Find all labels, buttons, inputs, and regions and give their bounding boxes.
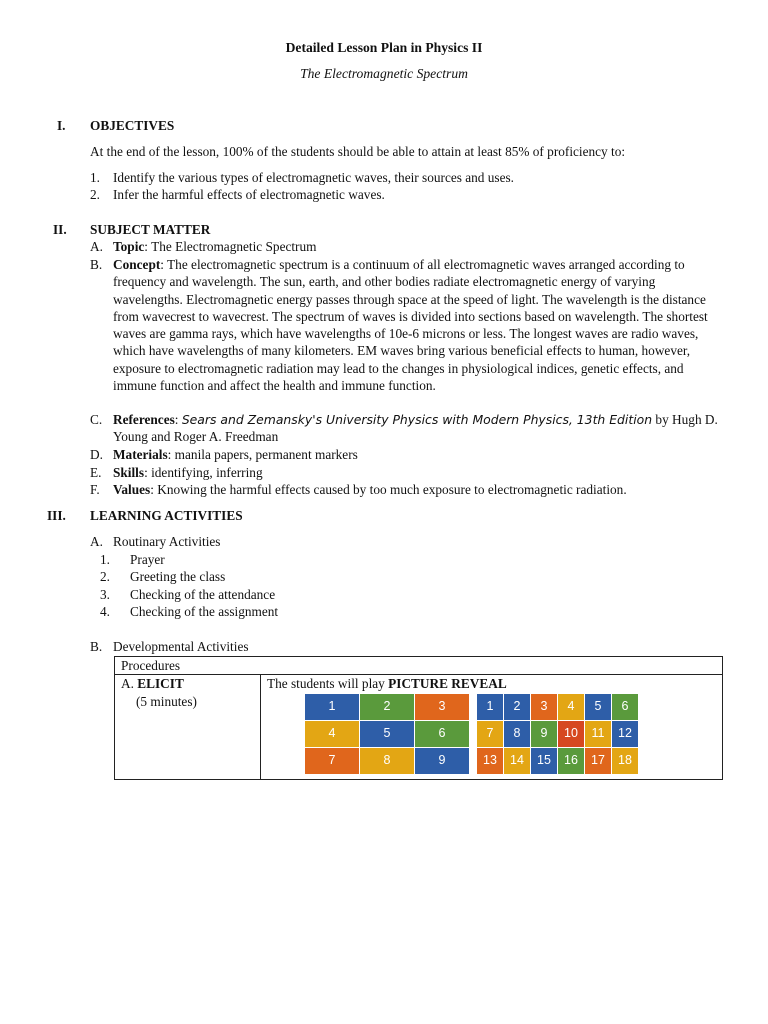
subject-concept (90, 256, 730, 394)
table-header-cell: Procedures (115, 657, 723, 675)
values-label: Values (113, 482, 151, 497)
reference-authors: by Hugh D. Young and Roger A. Freedman (113, 412, 718, 445)
topic-text: : The Electromagnetic Spectrum (144, 239, 317, 254)
list-text: Identify the various types of electromagnetic waves, their sources and uses. (113, 170, 514, 185)
elicit-cell (115, 675, 261, 780)
reveal-tile[interactable]: 7 (305, 748, 359, 774)
subject-materials (90, 446, 730, 463)
reveal-tile[interactable]: 16 (558, 748, 584, 774)
reveal-tile[interactable]: 7 (477, 721, 503, 747)
list-marker: A. (90, 239, 103, 254)
list-text: Greeting the class (130, 569, 226, 584)
references-label: References (113, 412, 175, 427)
materials-text: : manila papers, permanent markers (167, 447, 358, 462)
section-numeral-objectives: I. (57, 118, 66, 133)
reveal-tile[interactable]: 13 (477, 748, 503, 774)
objective-item (90, 186, 730, 203)
table-header-row (115, 657, 723, 675)
reveal-tile[interactable]: 1 (305, 694, 359, 720)
list-text: Checking of the attendance (130, 587, 276, 602)
section-heading-objectives: OBJECTIVES (90, 118, 175, 133)
reveal-tile[interactable]: 15 (531, 748, 557, 774)
section-heading-learning-activities: LEARNING ACTIVITIES (90, 508, 243, 523)
reveal-tile[interactable]: 14 (504, 748, 530, 774)
reveal-tile[interactable]: 6 (612, 694, 638, 720)
list-marker: 1. (100, 552, 110, 567)
values-text: : Knowing the harmful effects caused by too much exposure to electromagnetic radiation. (150, 482, 627, 497)
section-numeral-learning-activities: III. (47, 508, 66, 523)
list-marker: 2. (90, 187, 100, 202)
list-marker: A. (90, 534, 103, 549)
objectives-intro: At the end of the lesson, 100% of the students should be able to attain at least 85% of proficiency to: (90, 144, 626, 159)
reveal-tile[interactable]: 3 (415, 694, 469, 720)
list-marker: 4. (100, 604, 110, 619)
subject-skills (90, 464, 730, 481)
list-marker: D. (90, 447, 103, 462)
subject-references (90, 411, 730, 446)
objective-item (90, 169, 730, 186)
reveal-tile[interactable]: 8 (504, 721, 530, 747)
reveal-tile[interactable]: 9 (531, 721, 557, 747)
list-text: Checking of the assignment (130, 604, 279, 619)
reveal-tile[interactable]: 4 (558, 694, 584, 720)
reveal-tile[interactable]: 6 (415, 721, 469, 747)
skills-text: : identifying, inferring (144, 465, 263, 480)
list-marker: E. (90, 465, 102, 480)
routinary-activities-heading (90, 533, 730, 550)
developmental-activities-heading (90, 638, 730, 655)
list-text: Prayer (130, 552, 165, 567)
list-marker: 2. (100, 569, 110, 584)
references-separator: : (174, 412, 182, 427)
reveal-tile[interactable]: 5 (585, 694, 611, 720)
reveal-tile[interactable]: 4 (305, 721, 359, 747)
elicit-description: The students will play (267, 676, 389, 692)
activity-name: PICTURE REVEAL (388, 676, 507, 692)
document-title: Detailed Lesson Plan in Physics II (285, 40, 483, 55)
reveal-tile[interactable]: 1 (477, 694, 503, 720)
list-marker: F. (90, 482, 100, 497)
subject-topic (90, 238, 730, 255)
topic-label: Topic (113, 239, 145, 254)
reveal-tile[interactable]: 9 (415, 748, 469, 774)
picture-reveal-grid-9 (305, 694, 469, 774)
section-heading-subject-matter: SUBJECT MATTER (90, 222, 211, 237)
concept-label: Concept (113, 257, 161, 272)
reveal-tile[interactable]: 10 (558, 721, 584, 747)
picture-reveal-grid-18 (477, 694, 638, 774)
reveal-tile[interactable]: 17 (585, 748, 611, 774)
reveal-tile[interactable]: 2 (504, 694, 530, 720)
list-marker: 3. (100, 587, 110, 602)
list-marker: B. (90, 639, 103, 654)
reveal-tile[interactable]: 11 (585, 721, 611, 747)
list-text: Developmental Activities (113, 639, 249, 654)
section-numeral-subject-matter: II. (53, 222, 67, 237)
subject-values (90, 481, 730, 498)
elicit-marker: A. (121, 676, 134, 692)
list-text: Infer the harmful effects of electromagnetic waves. (113, 187, 385, 202)
elicit-label: ELICIT (137, 676, 184, 692)
list-text: Routinary Activities (113, 534, 221, 549)
document-subtitle: The Electromagnetic Spectrum (300, 66, 468, 81)
reveal-tile[interactable]: 5 (360, 721, 414, 747)
elicit-time: (5 minutes) (136, 693, 197, 709)
reveal-tile[interactable]: 18 (612, 748, 638, 774)
reveal-tile[interactable]: 8 (360, 748, 414, 774)
reference-book-title: Sears and Zemansky's University Physics with Modern Physics, 13th Edition (181, 412, 653, 427)
skills-label: Skills (113, 465, 145, 480)
list-marker: B. (90, 257, 103, 272)
reveal-tile[interactable]: 3 (531, 694, 557, 720)
concept-text: : The electromagnetic spectrum is a continuum of all electromagnetic waves arranged according to frequency and wavelength. The sun, earth, and other bodies radiate electromagnetic energy of varying wavelengths. Electromagnetic energy passes through space at the speed of light. The wavelength is the distance from wavecrest to wavecrest. The spectrum of waves is divided into sections based on wavelength. The shortest waves are gamma rays, which have wavelengths of 10e-6 microns or less. The longest waves are radio waves, which have wavelengths of many kilometers. EM waves bring various beneficial effects to human, however, exposure to electromagnetic radiation may lead to the changes in physiological indices, genetic effects, and immune function and affect the health and immune function. (113, 257, 708, 394)
reveal-tile[interactable]: 2 (360, 694, 414, 720)
list-marker: 1. (90, 170, 100, 185)
materials-label: Materials (113, 447, 168, 462)
reveal-tile[interactable]: 12 (612, 721, 638, 747)
list-marker: C. (90, 412, 103, 427)
